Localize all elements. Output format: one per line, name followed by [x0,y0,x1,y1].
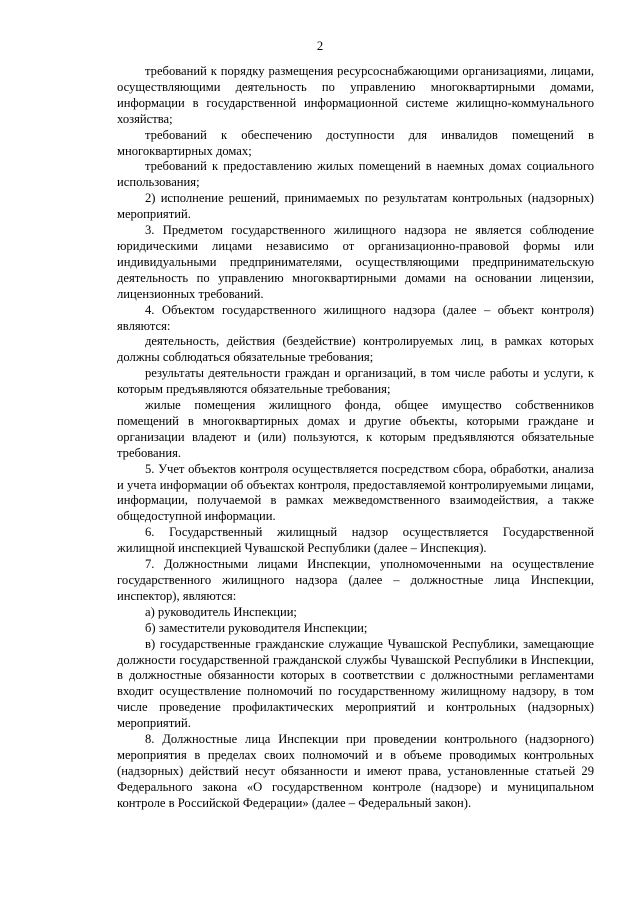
paragraph: а) руководитель Инспекции; [145,604,297,619]
page-number: 2 [316,39,324,53]
paragraph: 4. Объектом государственного жилищного надзора (далее – объект контроля) являются: [117,302,594,333]
paragraph: 6. Государственный жилищный надзор осуществляется Государственной жилищной инспекцией Чувашской Республики (далее – Инспекция). [117,525,594,556]
paragraph: требований к обеспечению доступности для инвалидов помещений в многоквартирных домах; [117,127,594,158]
paragraph: 5. Учет объектов контроля осуществляется посредством сбора, обработки, анализа и учета информации об объектах контроля, предоставляемой контролируемыми лицами, информации, получаемой в рамках межведомственного взаимодействия, а также общедоступной информации. [117,461,594,524]
paragraph: 8. Должностные лица Инспекции при проведении контрольного (надзорного) мероприятия в пределах своих полномочий и в объеме проводимых контрольных (надзорных) действий несут обязанности и имеют права, установленные статьей 29 Федерального закона «О государственном контроле (надзоре) и муниципальном контроле в Российской Федерации» (далее – Федеральный закон). [117,732,594,810]
paragraph: б) заместители руководителя Инспекции; [145,620,368,635]
document-body [117,64,594,812]
paragraph: в) государственные гражданские служащие Чувашской Республики, замещающие должности государственной гражданской службы Чувашской Республики в Инспекции, в должностные обязанности которых в соответствии с должностными регламентами входит осуществление полномочий по государственному жилищному надзору, в том числе проведение профилактических мероприятий и контрольных (надзорных) мероприятий. [117,636,594,731]
paragraph: 3. Предметом государственного жилищного надзора не является соблюдение юридическими лицами независимо от организационно-правовой формы или индивидуальными предпринимателями, осуществляющими предпринимательскую деятельность по управлению многоквартирными домами на основании лицензии, лицензионных требований. [117,223,594,301]
paragraph: жилые помещения жилищного фонда, общее имущество собственников помещений в многоквартирных домах и другие объекты, которыми граждане и организации владеют и (или) пользуются, к которым предъявляются обязательные требования. [117,398,594,460]
paragraph: деятельность, действия (бездействие) контролируемых лиц, в рамках которых должны соблюдаться обязательные требования; [117,334,594,365]
paragraph: 2) исполнение решений, принимаемых по результатам контрольных (надзорных) мероприятий. [117,191,594,222]
paragraph: требований к порядку размещения ресурсоснабжающими организациями, лицами, осуществляющими деятельность по управлению многоквартирными домами, информации в государственной информационной системе жилищно-коммунального хозяйства; [117,64,594,126]
paragraph: требований к предоставлению жилых помещений в наемных домах социального использования; [117,159,594,190]
paragraph: результаты деятельности граждан и организаций, в том числе работы и услуги, к которым предъявляются обязательные требования; [117,366,594,397]
paragraph: 7. Должностными лицами Инспекции, уполномоченными на осуществление государственного жилищного надзора (далее – должностные лица Инспекции, инспектор), являются: [117,557,594,603]
